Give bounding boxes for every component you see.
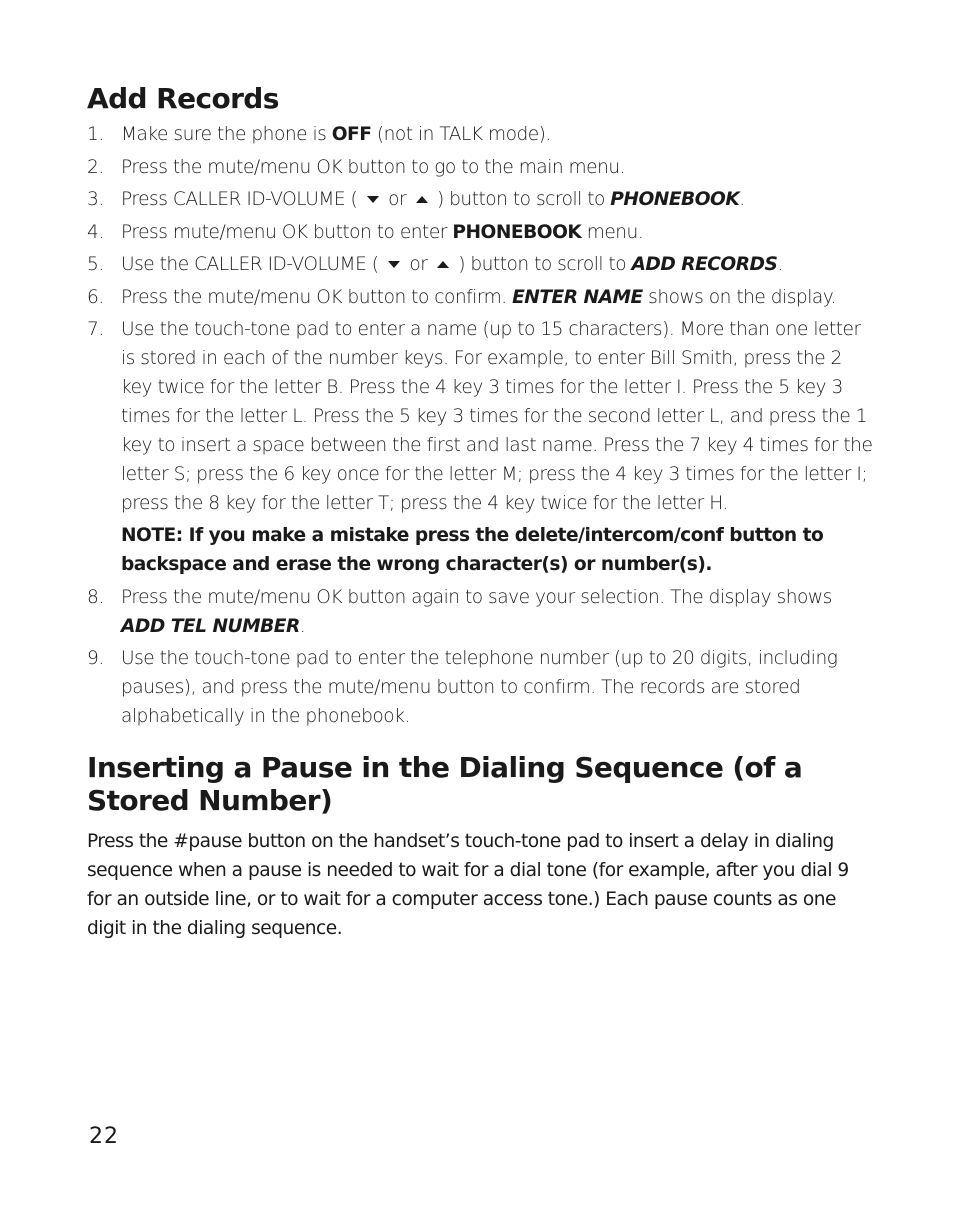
step-number: 8. (87, 586, 104, 608)
list-item (87, 583, 877, 641)
caret-down-icon (367, 196, 379, 203)
step-text: Use the CALLER ID-VOLUME ( (121, 254, 384, 275)
step-emphasis: ADD TEL NUMBER (121, 615, 300, 637)
list-item (87, 644, 877, 731)
step-number: 7. (87, 319, 104, 340)
step-text: menu. (581, 221, 644, 243)
step-text: . (777, 254, 783, 275)
list-item (87, 283, 877, 312)
step-text: . (299, 615, 306, 637)
step-text: Use the touch-tone pad to enter a name (up to 15 characters). More than one letter is stored in each of the number keys. For example, to enter Bill Smith, press the 2 key twice for the letter B. Press the 4 key 3 times for the letter I. Press the 5 key 3 times for the letter L. Press the 5 key 3 times for the second letter L, and press the 1 key to insert a space between the first and last name. Press the 7 key 4 times for the letter S; press the 6 key once for the letter M; press the 4 key 3 times for the letter I; press the 8 key for the letter T; press the 4 key twice for the letter H. (121, 319, 873, 514)
step-text: Press the mute/menu OK button to confirm. (121, 286, 513, 308)
step-number: 9. (87, 648, 104, 669)
step-emphasis: PHONEBOOK (610, 189, 740, 210)
list-item (87, 218, 877, 247)
list-item (87, 153, 877, 182)
step-text: or (382, 189, 412, 210)
step-text: Press the mute/menu OK button to go to the main menu. (121, 156, 626, 178)
caret-down-icon (388, 261, 400, 268)
step-text: Press CALLER ID-VOLUME ( (121, 189, 363, 210)
step-number: 4. (87, 221, 104, 243)
list-item (87, 185, 877, 214)
pause-section (87, 751, 877, 943)
step-number: 1. (87, 124, 104, 145)
step-emphasis: OFF (331, 124, 372, 145)
step-text: ) button to scroll to (452, 254, 632, 275)
step-text: or (403, 254, 433, 275)
add-records-steps (87, 120, 877, 731)
page-number: 22 (89, 1124, 119, 1149)
step-text: . (739, 189, 745, 210)
step-text: Press the mute/menu OK button again to save your selection. The display shows (121, 586, 832, 608)
manual-page (87, 82, 877, 943)
step-emphasis: PHONEBOOK (452, 221, 582, 243)
list-item (87, 315, 877, 579)
step-text: Make sure the phone is (121, 124, 332, 145)
step-number: 3. (87, 189, 104, 210)
caret-up-icon (437, 261, 449, 268)
step-emphasis: ADD RECORDS (631, 254, 778, 275)
step-emphasis: ENTER NAME (512, 286, 643, 308)
list-item (87, 120, 877, 149)
pause-body-text: Press the #pause button on the handset’s touch-tone pad to insert a delay in dialing sequence when a pause is needed to wait for a dial tone (for example, after you dial 9 for an outside line, or to wait for a computer access tone.) Each pause counts as one digit in the dialing sequence. (87, 831, 849, 939)
step-text: Press mute/menu OK button to enter (121, 221, 453, 243)
note-text: NOTE: If you make a mistake press the delete/intercom/conf button to backspace and erase the wrong character(s) or number(s). (121, 525, 824, 575)
step-text: (not in TALK mode). (371, 124, 551, 145)
step-number: 6. (87, 286, 104, 308)
step-number: 2. (87, 156, 104, 178)
step-text: Use the touch-tone pad to enter the telephone number (up to 20 digits, including pauses), and press the mute/menu button to confirm. The records are stored alphabetically in the phonebook. (121, 648, 838, 727)
section-title-add-records: Add Records (87, 82, 279, 115)
step-text: ) button to scroll to (431, 189, 611, 210)
step-number: 5. (87, 254, 104, 275)
caret-up-icon (416, 196, 428, 203)
section-title-inserting-pause: Inserting a Pause in the Dialing Sequence (of a Stored Number) (87, 751, 803, 817)
list-item (87, 250, 877, 279)
step-text: shows on the display. (642, 286, 837, 308)
